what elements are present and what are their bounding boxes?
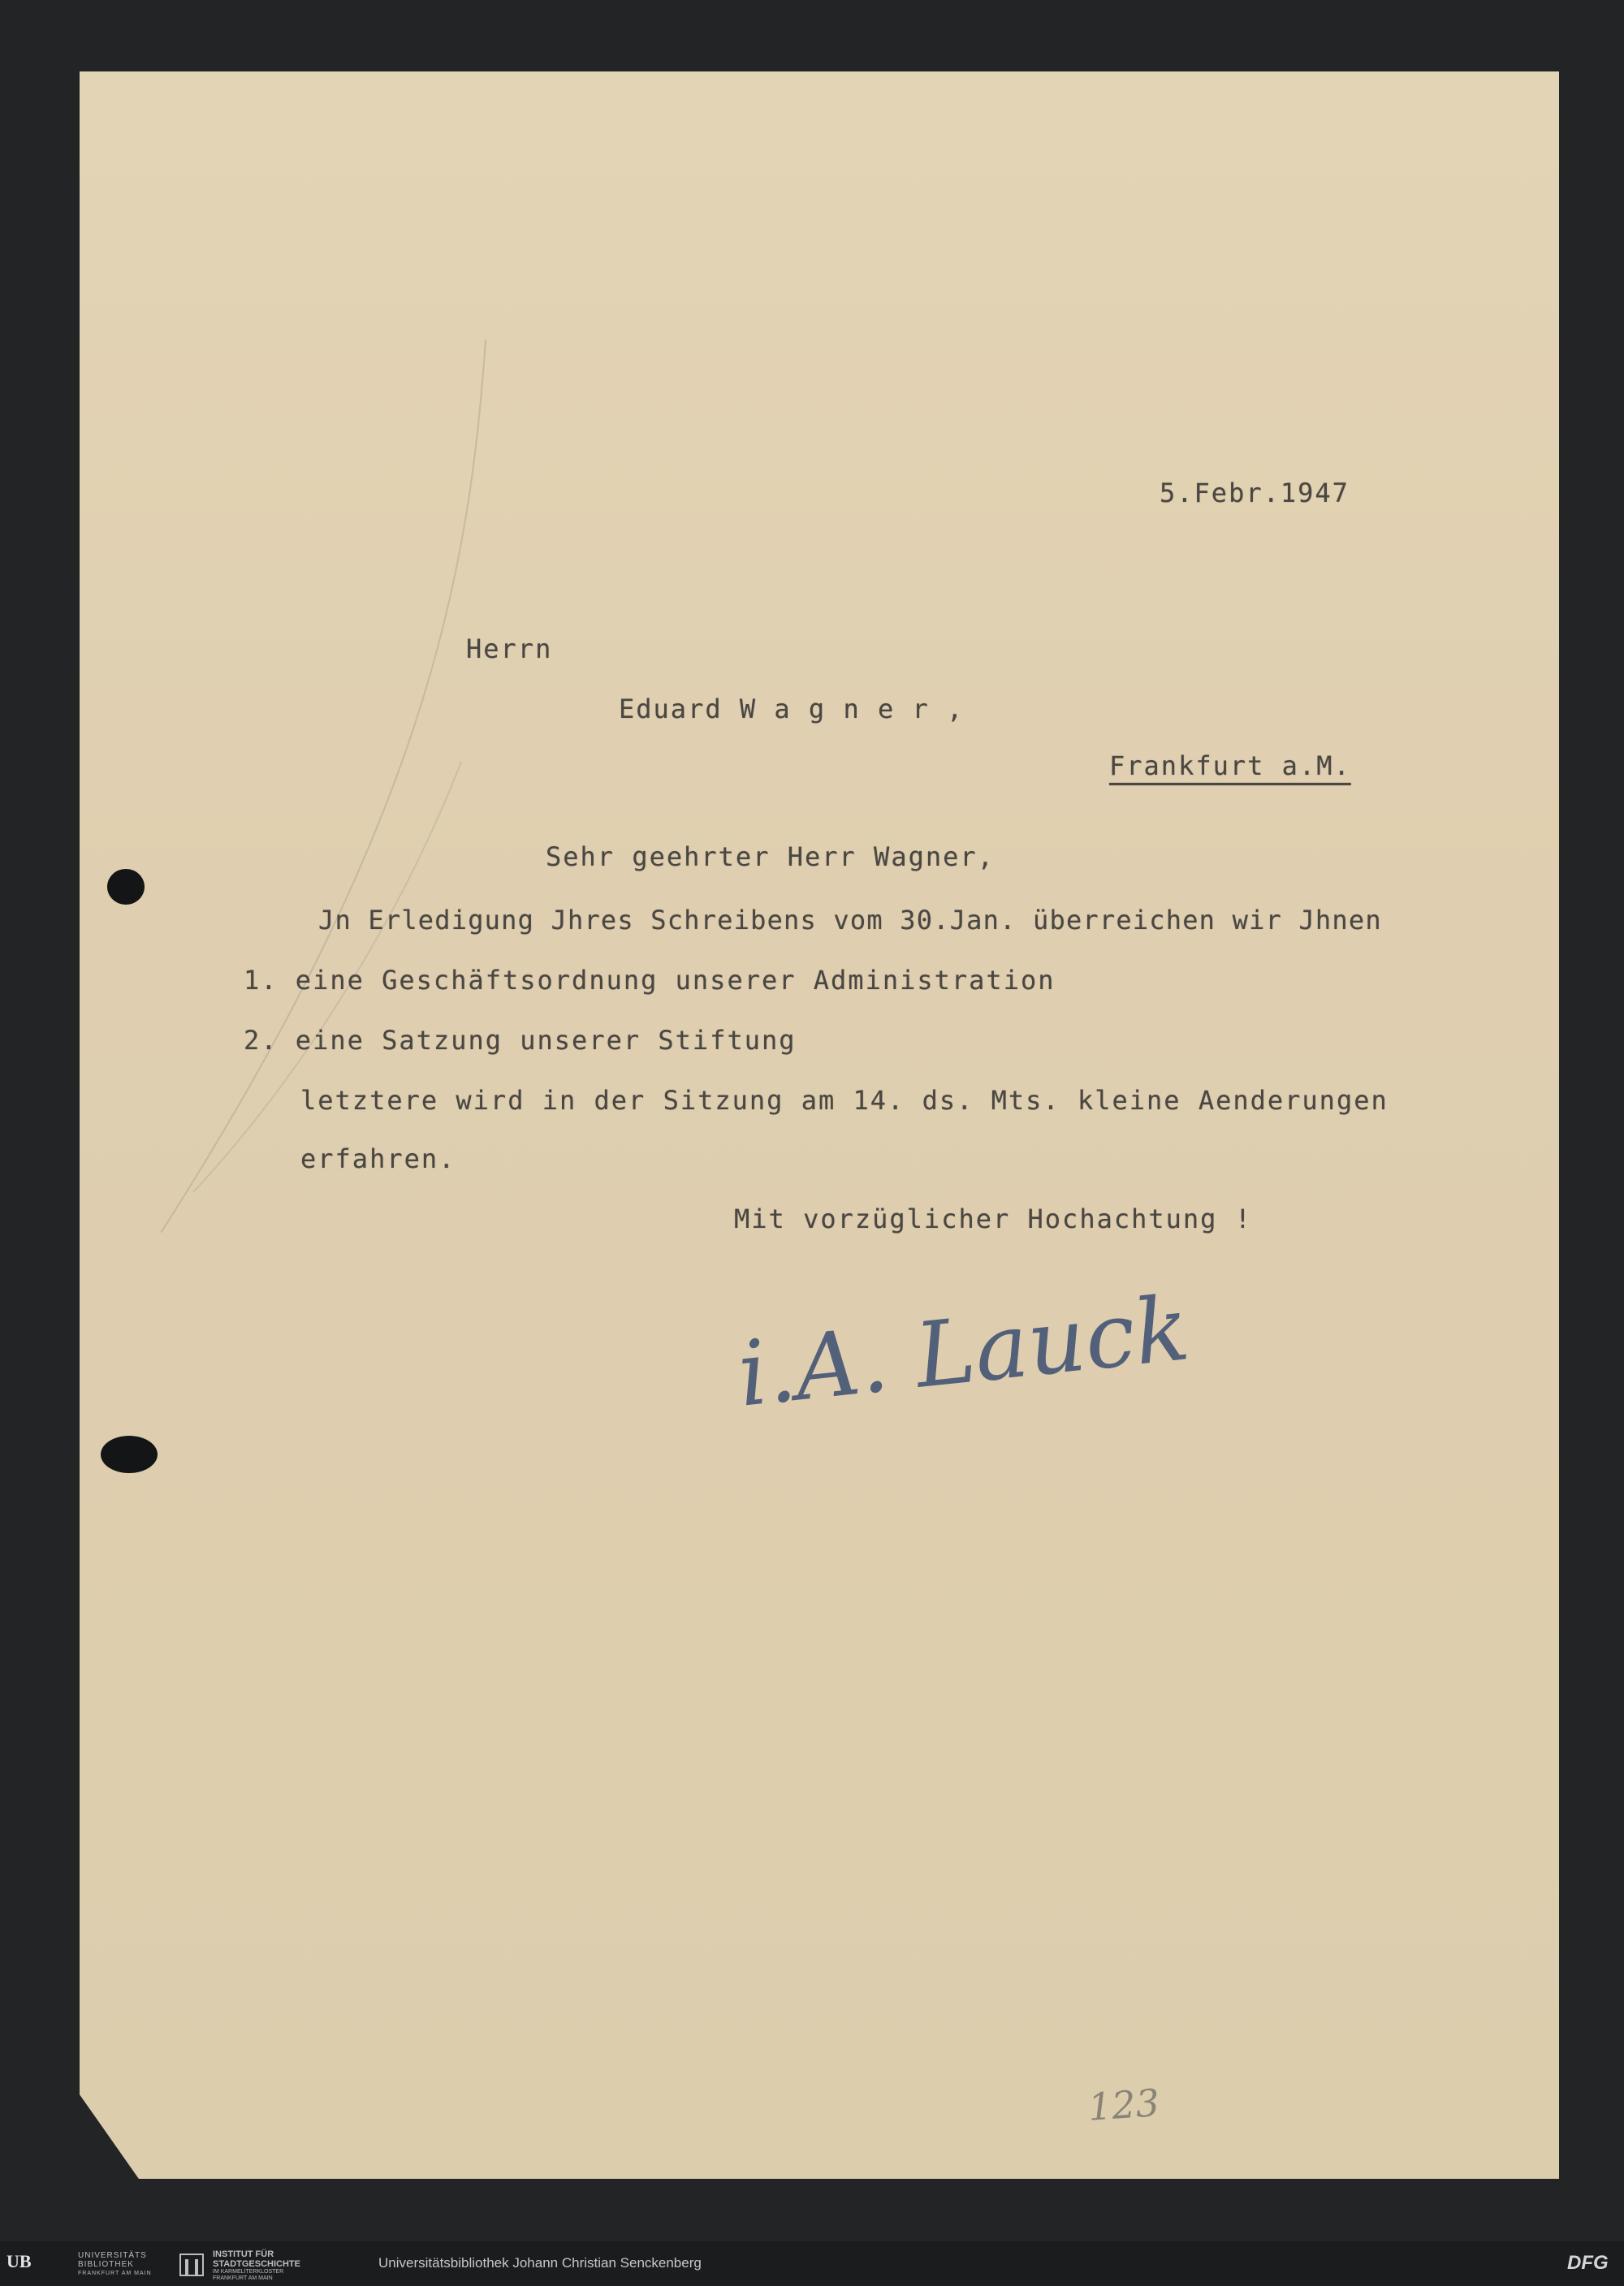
- letter-page: [80, 71, 1559, 2179]
- library-name: Universitätsbibliothek Johann Christian Senckenberg: [378, 2255, 702, 2271]
- recipient-name: Eduard W a g n e r ,: [619, 694, 965, 724]
- signature: i.A. Lauck: [732, 1276, 1194, 1427]
- ub-label-line-3: FRANKFURT AM MAIN: [78, 2271, 152, 2276]
- ub-label-line-1: UNIVERSITÄTS: [78, 2251, 147, 2260]
- body-line-1: Jn Erledigung Jhres Schreibens vom 30.Jan. überreichen wir Jhnen: [318, 905, 1382, 936]
- body-line-2: letztere wird in der Sitzung am 14. ds. Mts. kleine Aenderungen: [300, 1085, 1389, 1116]
- enclosure-item-2: 2. eine Satzung unserer Stiftung: [244, 1025, 797, 1056]
- footer-bar: [0, 2241, 1624, 2286]
- isg-label: [213, 2249, 300, 2282]
- isg-label-line-1: INSTITUT FÜR: [213, 2249, 274, 2259]
- isg-label-line-3: IM KARMELITERKLOSTER: [213, 2269, 284, 2275]
- ub-label: [78, 2251, 152, 2278]
- isg-label-line-2: STADTGESCHICHTE: [213, 2259, 300, 2269]
- punch-hole-top: [107, 869, 145, 905]
- ub-logo: UB: [6, 2251, 32, 2271]
- ub-label-line-2: BIBLIOTHEK: [78, 2260, 134, 2269]
- letter-date: 5.Febr.1947: [1160, 478, 1350, 508]
- greeting: Sehr geehrter Herr Wagner,: [546, 841, 995, 872]
- punch-hole-bottom: [101, 1436, 158, 1473]
- salutation-prefix: Herrn: [466, 633, 553, 664]
- isg-label-line-4: FRANKFURT AM MAIN: [213, 2275, 273, 2281]
- closing: Mit vorzüglicher Hochachtung !: [734, 1203, 1252, 1234]
- recipient-city: Frankfurt a.M.: [1109, 750, 1351, 781]
- enclosure-item-1: 1. eine Geschäftsordnung unserer Administration: [244, 965, 1056, 996]
- page-number: 123: [1086, 2081, 1161, 2129]
- dfg-logo: DFG: [1567, 2252, 1609, 2274]
- building-icon: [177, 2249, 206, 2279]
- body-line-3: erfahren.: [300, 1143, 456, 1174]
